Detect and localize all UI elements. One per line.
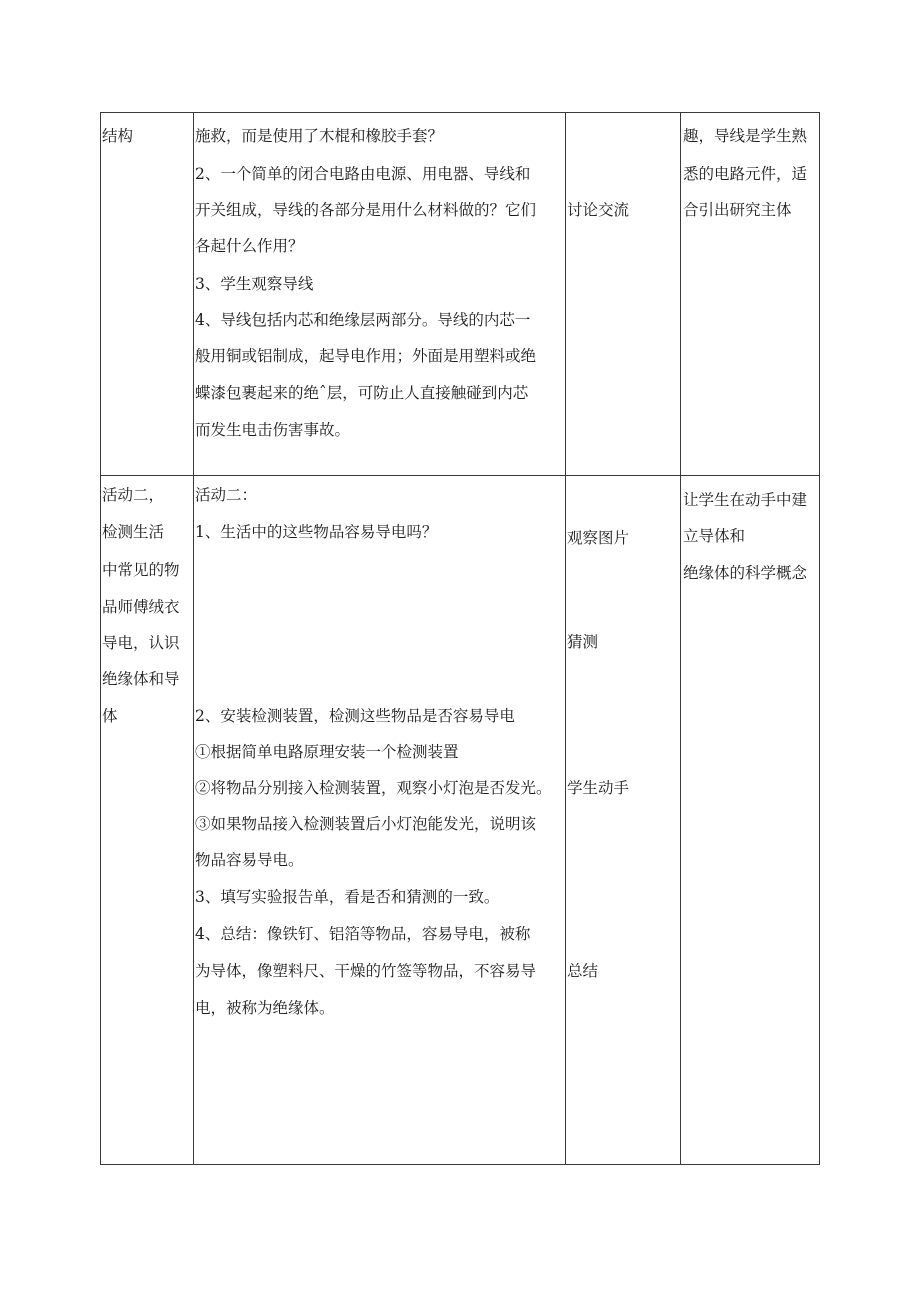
row1-col2-line: 而发生电击伤害事故。 [195,421,351,439]
row2-col4-line: 让学生在动手中建 [683,491,808,509]
row1-col1-line: 结构 [102,127,134,145]
row2-col3-line: 猜测 [567,633,599,651]
row2-col2-line: 为导体，像塑料尺、干燥的竹签等物品，不容易导 [195,962,537,980]
row1-col2-line: 般用铜或铝制成，起导电作用；外面是用塑料或绝 [195,347,537,365]
row1-col2-line: 开关组成，导线的各部分是用什么材料做的？它们 [195,201,537,219]
row2-col3-line: 观察图片 [567,529,630,547]
table-bottom-border [100,1164,820,1165]
row2-col4-line: 立导体和 [683,527,746,545]
row2-col3-line: 学生动手 [567,779,630,797]
row2-col1-line: 导电，认识 [102,634,180,652]
row2-col3-line: 总结 [567,962,599,980]
column-divider-3 [680,112,681,1165]
row2-col1-line: 中常见的物 [102,561,180,579]
table-top-border [100,112,820,113]
column-divider-2 [565,112,566,1165]
row2-col2-line: ①根据简单电路原理安装一个检测装置 [195,743,459,761]
column-divider-1 [193,112,194,1165]
row2-col2-line: 1、生活中的这些物品容易导电吗？ [195,523,438,541]
row2-col2-line: 3、填写实验报告单，看是否和猜测的一致。 [195,888,500,906]
row-divider [100,475,820,476]
row2-col2-line: ②将物品分别接入检测装置，观察小灯泡是否发光。 [195,779,552,797]
row1-col4-line: 趣，导线是学生熟 [683,127,808,145]
row2-col2-line: 2、安装检测装置，检测这些物品是否容易导电 [195,707,515,725]
row1-col4-line: 合引出研究主体 [683,201,792,219]
table-left-border [100,112,101,1165]
row1-col2-line: 蝶漆包裹起来的绝ˆ层，可防止人直接触碰到内芯 [195,384,529,402]
table-right-border [819,112,820,1165]
row2-col1-line: 检测生活 [102,523,165,541]
row2-col2-line: ③如果物品接入检测装置后小灯泡能发光，说明该 [195,815,537,833]
row2-col1-line: 体 [102,707,118,725]
row1-col2-line: 4、导线包括内芯和绝缘层两部分。导线的内芯一 [195,311,531,329]
row2-col1-line: 品师傅绒衣 [102,598,180,616]
row2-col2-line: 4、总结：像铁钉、铝箔等物品，容易导电，被称 [195,925,531,943]
row2-col1-line: 活动二， [102,486,165,504]
row2-col2-line: 活动二： [195,486,258,504]
row1-col2-line: 2、一个简单的闭合电路由电源、用电器、导线和 [195,165,531,183]
row2-col2-line: 电，被称为绝缘体。 [195,999,335,1017]
row1-col4-line: 悉的电路元件，适 [683,165,808,183]
row2-col1-line: 绝缘体和导 [102,670,180,688]
row2-col4-line: 绝缘体的科学概念 [683,564,808,582]
row1-col3-line: 讨论交流 [567,201,630,219]
row2-col2-line: 物品容易导电。 [195,851,304,869]
row1-col2-line: 各起什么作用？ [195,237,304,255]
row1-col2-line: 施救，而是使用了木棍和橡胶手套？ [195,127,444,145]
row1-col2-line: 3、学生观察导线 [195,275,314,293]
